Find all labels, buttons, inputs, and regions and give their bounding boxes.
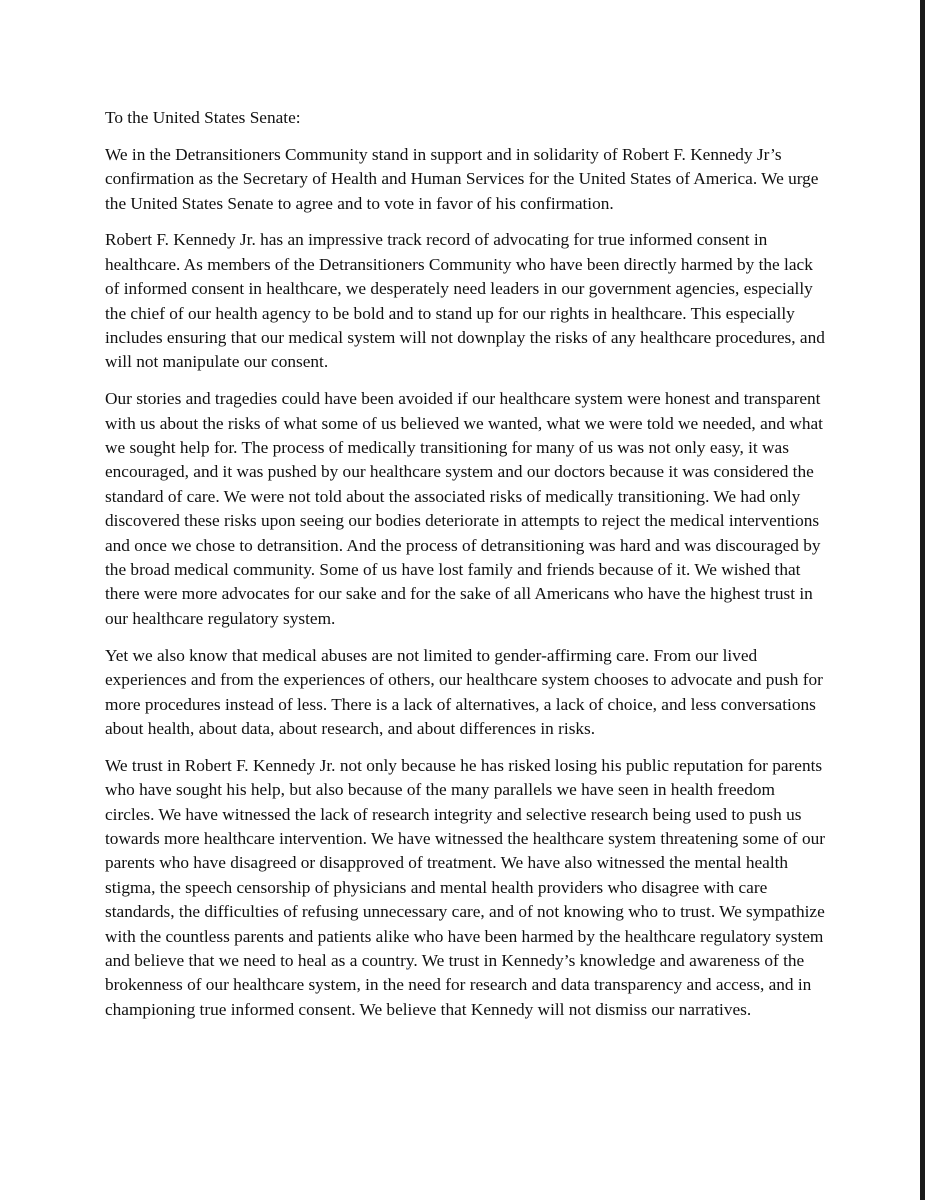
letter-greeting: To the United States Senate: [105,108,301,127]
paragraph-informed-consent: Robert F. Kennedy Jr. has an impressive track record of advocating for true informed consent in healthcare. As members of the Detransitioners Community who have been directly harmed by the lack of informed consent in healthcare, we desperately need leaders in our government agencies, especially the chief of our health agency to be bold and to stand up for our rights in healthcare. This especially includes ensuring that our medical system will not downplay the risks of any healthcare procedures, and will not manipulate our consent. [105,230,825,372]
paragraph-medical-abuses: Yet we also know that medical abuses are not limited to gender-affirming care. From our lived experiences and from the experiences of others, our healthcare system chooses to advocate and push for more procedures instead of less. There is a lack of alternatives, a lack of choice, and less conversations about health, about data, about research, and about differences in risks. [105,645,823,738]
letter-body [105,106,825,1035]
paragraph-stories-and-tragedies: Our stories and tragedies could have been avoided if our healthcare system were honest and transparent with us about the risks of what some of us believed we wanted, what we were told we needed, and what we sought help for. The process of medically transitioning for many of us was not only easy, it was encouraged, and it was pushed by our healthcare system and our doctors because it was considered the standard of care. We were not told about the associated risks of medically transitioning. We had only discovered these risks upon seeing our bodies deteriorate in attempts to reject the medical interventions and once we chose to detransition. And the process of detransitioning was hard and was discouraged by the broad medical community. Some of us have lost family and friends because of it. We wished that there were more advocates for our sake and for the sake of all Americans who have the highest trust in our healthcare regulatory system. [105,389,823,628]
page-edge-border [920,0,925,1200]
paragraph-support-statement: We in the Detransitioners Community stand in support and in solidarity of Robert F. Kennedy Jr’s confirmation as the Secretary of Health and Human Services for the United States of America. We urge the United States Senate to agree and to vote in favor of his confirmation. [105,144,819,213]
paragraph-trust-in-kennedy: We trust in Robert F. Kennedy Jr. not only because he has risked losing his public reputation for parents who have sought his help, but also because of the many parallels we have seen in health freedom circles. We have witnessed the lack of research integrity and selective research being used to push us towards more healthcare intervention. We have witnessed the healthcare system threatening some of our parents who have disagreed or disapproved of treatment. We have also witnessed the mental health stigma, the speech censorship of physicians and mental health providers who disagree with care standards, the difficulties of refusing unnecessary care, and of not knowing who to trust. We sympathize with the countless parents and patients alike who have been harmed by the healthcare regulatory system and believe that we need to heal as a country. We trust in Kennedy’s knowledge and awareness of the brokenness of our healthcare system, in the need for research and data transparency and access, and in championing true informed consent. We believe that Kennedy will not dismiss our narratives. [105,755,826,1019]
